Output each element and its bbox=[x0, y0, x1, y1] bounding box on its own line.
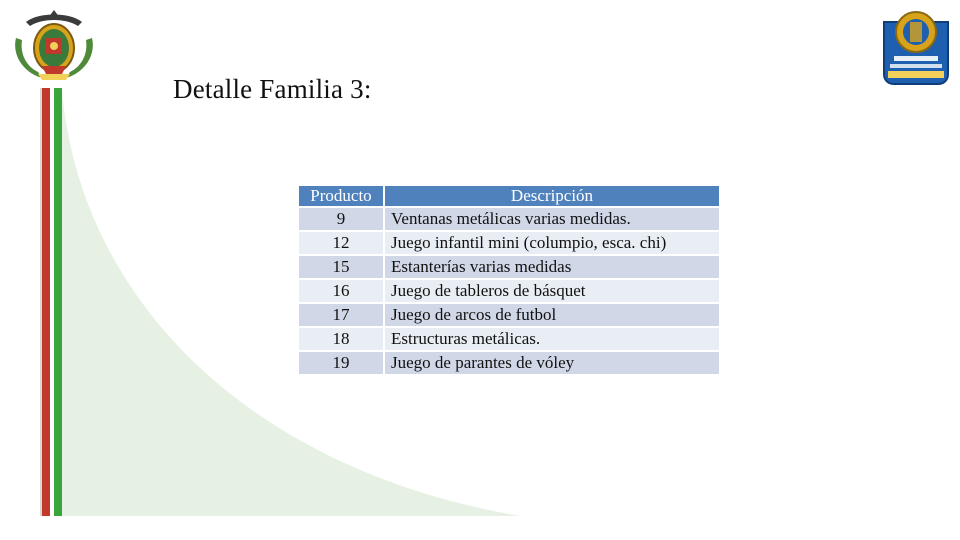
cell-descripcion: Juego infantil mini (columpio, esca. chi) bbox=[385, 232, 719, 254]
white-stripe bbox=[50, 88, 54, 516]
cell-producto: 19 bbox=[299, 352, 383, 374]
cell-descripcion: Juego de arcos de futbol bbox=[385, 304, 719, 326]
cell-producto: 17 bbox=[299, 304, 383, 326]
espe-mecatronica-logo-icon bbox=[880, 6, 952, 86]
green-stripe bbox=[54, 88, 62, 516]
product-table bbox=[297, 184, 721, 376]
cell-producto: 16 bbox=[299, 280, 383, 302]
table-row bbox=[299, 280, 719, 302]
cell-descripcion: Estanterías varias medidas bbox=[385, 256, 719, 278]
table-row bbox=[299, 352, 719, 374]
coat-of-arms-crest-icon bbox=[8, 8, 100, 82]
header-producto: Producto bbox=[299, 186, 383, 206]
slide-title: Detalle Familia 3: bbox=[173, 74, 372, 104]
header-descripcion: Descripción bbox=[385, 186, 719, 206]
table-row bbox=[299, 328, 719, 350]
cell-descripcion: Ventanas metálicas varias medidas. bbox=[385, 208, 719, 230]
cell-producto: 9 bbox=[299, 208, 383, 230]
red-stripe bbox=[42, 88, 50, 516]
cell-descripcion: Estructuras metálicas. bbox=[385, 328, 719, 350]
cell-producto: 12 bbox=[299, 232, 383, 254]
table-row bbox=[299, 232, 719, 254]
table-row bbox=[299, 304, 719, 326]
table-row bbox=[299, 256, 719, 278]
cell-descripcion: Juego de parantes de vóley bbox=[385, 352, 719, 374]
grey-edge-left bbox=[40, 88, 42, 516]
table-header-row bbox=[299, 186, 719, 206]
cell-producto: 15 bbox=[299, 256, 383, 278]
cell-descripcion: Juego de tableros de básquet bbox=[385, 280, 719, 302]
table-row bbox=[299, 208, 719, 230]
cell-producto: 18 bbox=[299, 328, 383, 350]
